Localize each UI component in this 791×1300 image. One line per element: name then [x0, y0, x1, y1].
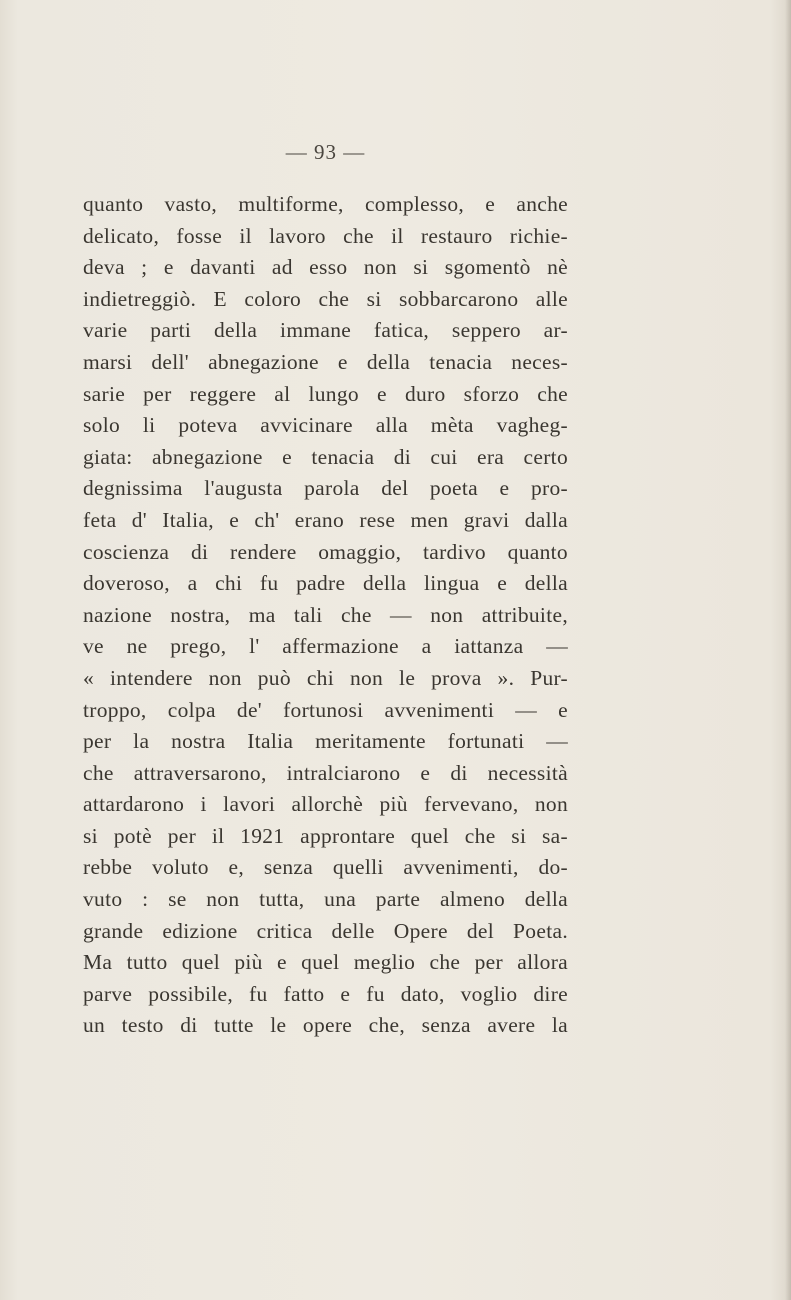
- text-line: grande edizione critica delle Opere del Poeta.: [83, 918, 568, 943]
- text-line: un testo di tutte le opere che, senza avere la: [83, 1013, 568, 1038]
- text-line: ve ne prego, l' affermazione a iattanza —: [83, 634, 568, 659]
- body-text: [83, 189, 568, 1042]
- text-line: deva ; e davanti ad esso non si sgomentò nè: [83, 255, 568, 280]
- text-line: vuto : se non tutta, una parte almeno della: [83, 887, 568, 912]
- text-line: Ma tutto quel più e quel meglio che per allora: [83, 950, 568, 975]
- text-line: delicato, fosse il lavoro che il restauro richie-: [83, 223, 568, 248]
- text-line: rebbe voluto e, senza quelli avvenimenti, do-: [83, 855, 568, 880]
- text-line: si potè per il 1921 approntare quel che si sa-: [83, 823, 568, 848]
- text-line: sarie per reggere al lungo e duro sforzo che: [83, 381, 568, 406]
- page-edge-shadow: [785, 0, 791, 1300]
- text-line: quanto vasto, multiforme, complesso, e anche: [83, 192, 568, 216]
- page-number: — 93 —: [285, 140, 366, 164]
- text-line: indietreggiò. E coloro che si sobbarcarono alle: [83, 286, 568, 311]
- text-line: degnissima l'augusta parola del poeta e pro-: [83, 476, 568, 501]
- text-line: marsi dell' abnegazione e della tenacia neces-: [83, 349, 568, 374]
- text-line: attardarono i lavori allorchè più fervevano, non: [83, 792, 568, 817]
- text-line: coscienza di rendere omaggio, tardivo quanto: [83, 539, 568, 564]
- text-line: troppo, colpa de' fortunosi avvenimenti — e: [83, 697, 568, 722]
- text-line: parve possibile, fu fatto e fu dato, voglio dire: [83, 981, 568, 1006]
- text-line: nazione nostra, ma tali che — non attribuite,: [83, 602, 568, 627]
- text-line: « intendere non può chi non le prova ». Pur-: [83, 665, 568, 690]
- text-line: varie parti della immane fatica, seppero ar-: [83, 318, 568, 343]
- text-line: solo li poteva avvicinare alla mèta vagheg-: [83, 413, 568, 438]
- text-line: feta d' Italia, e ch' erano rese men gravi dalla: [83, 507, 568, 532]
- text-line: giata: abnegazione e tenacia di cui era certo: [83, 444, 568, 469]
- text-line: per la nostra Italia meritamente fortunati —: [83, 729, 568, 754]
- text-line: che attraversarono, intralciarono e di necessità: [83, 760, 568, 785]
- text-line: doveroso, a chi fu padre della lingua e della: [83, 571, 568, 596]
